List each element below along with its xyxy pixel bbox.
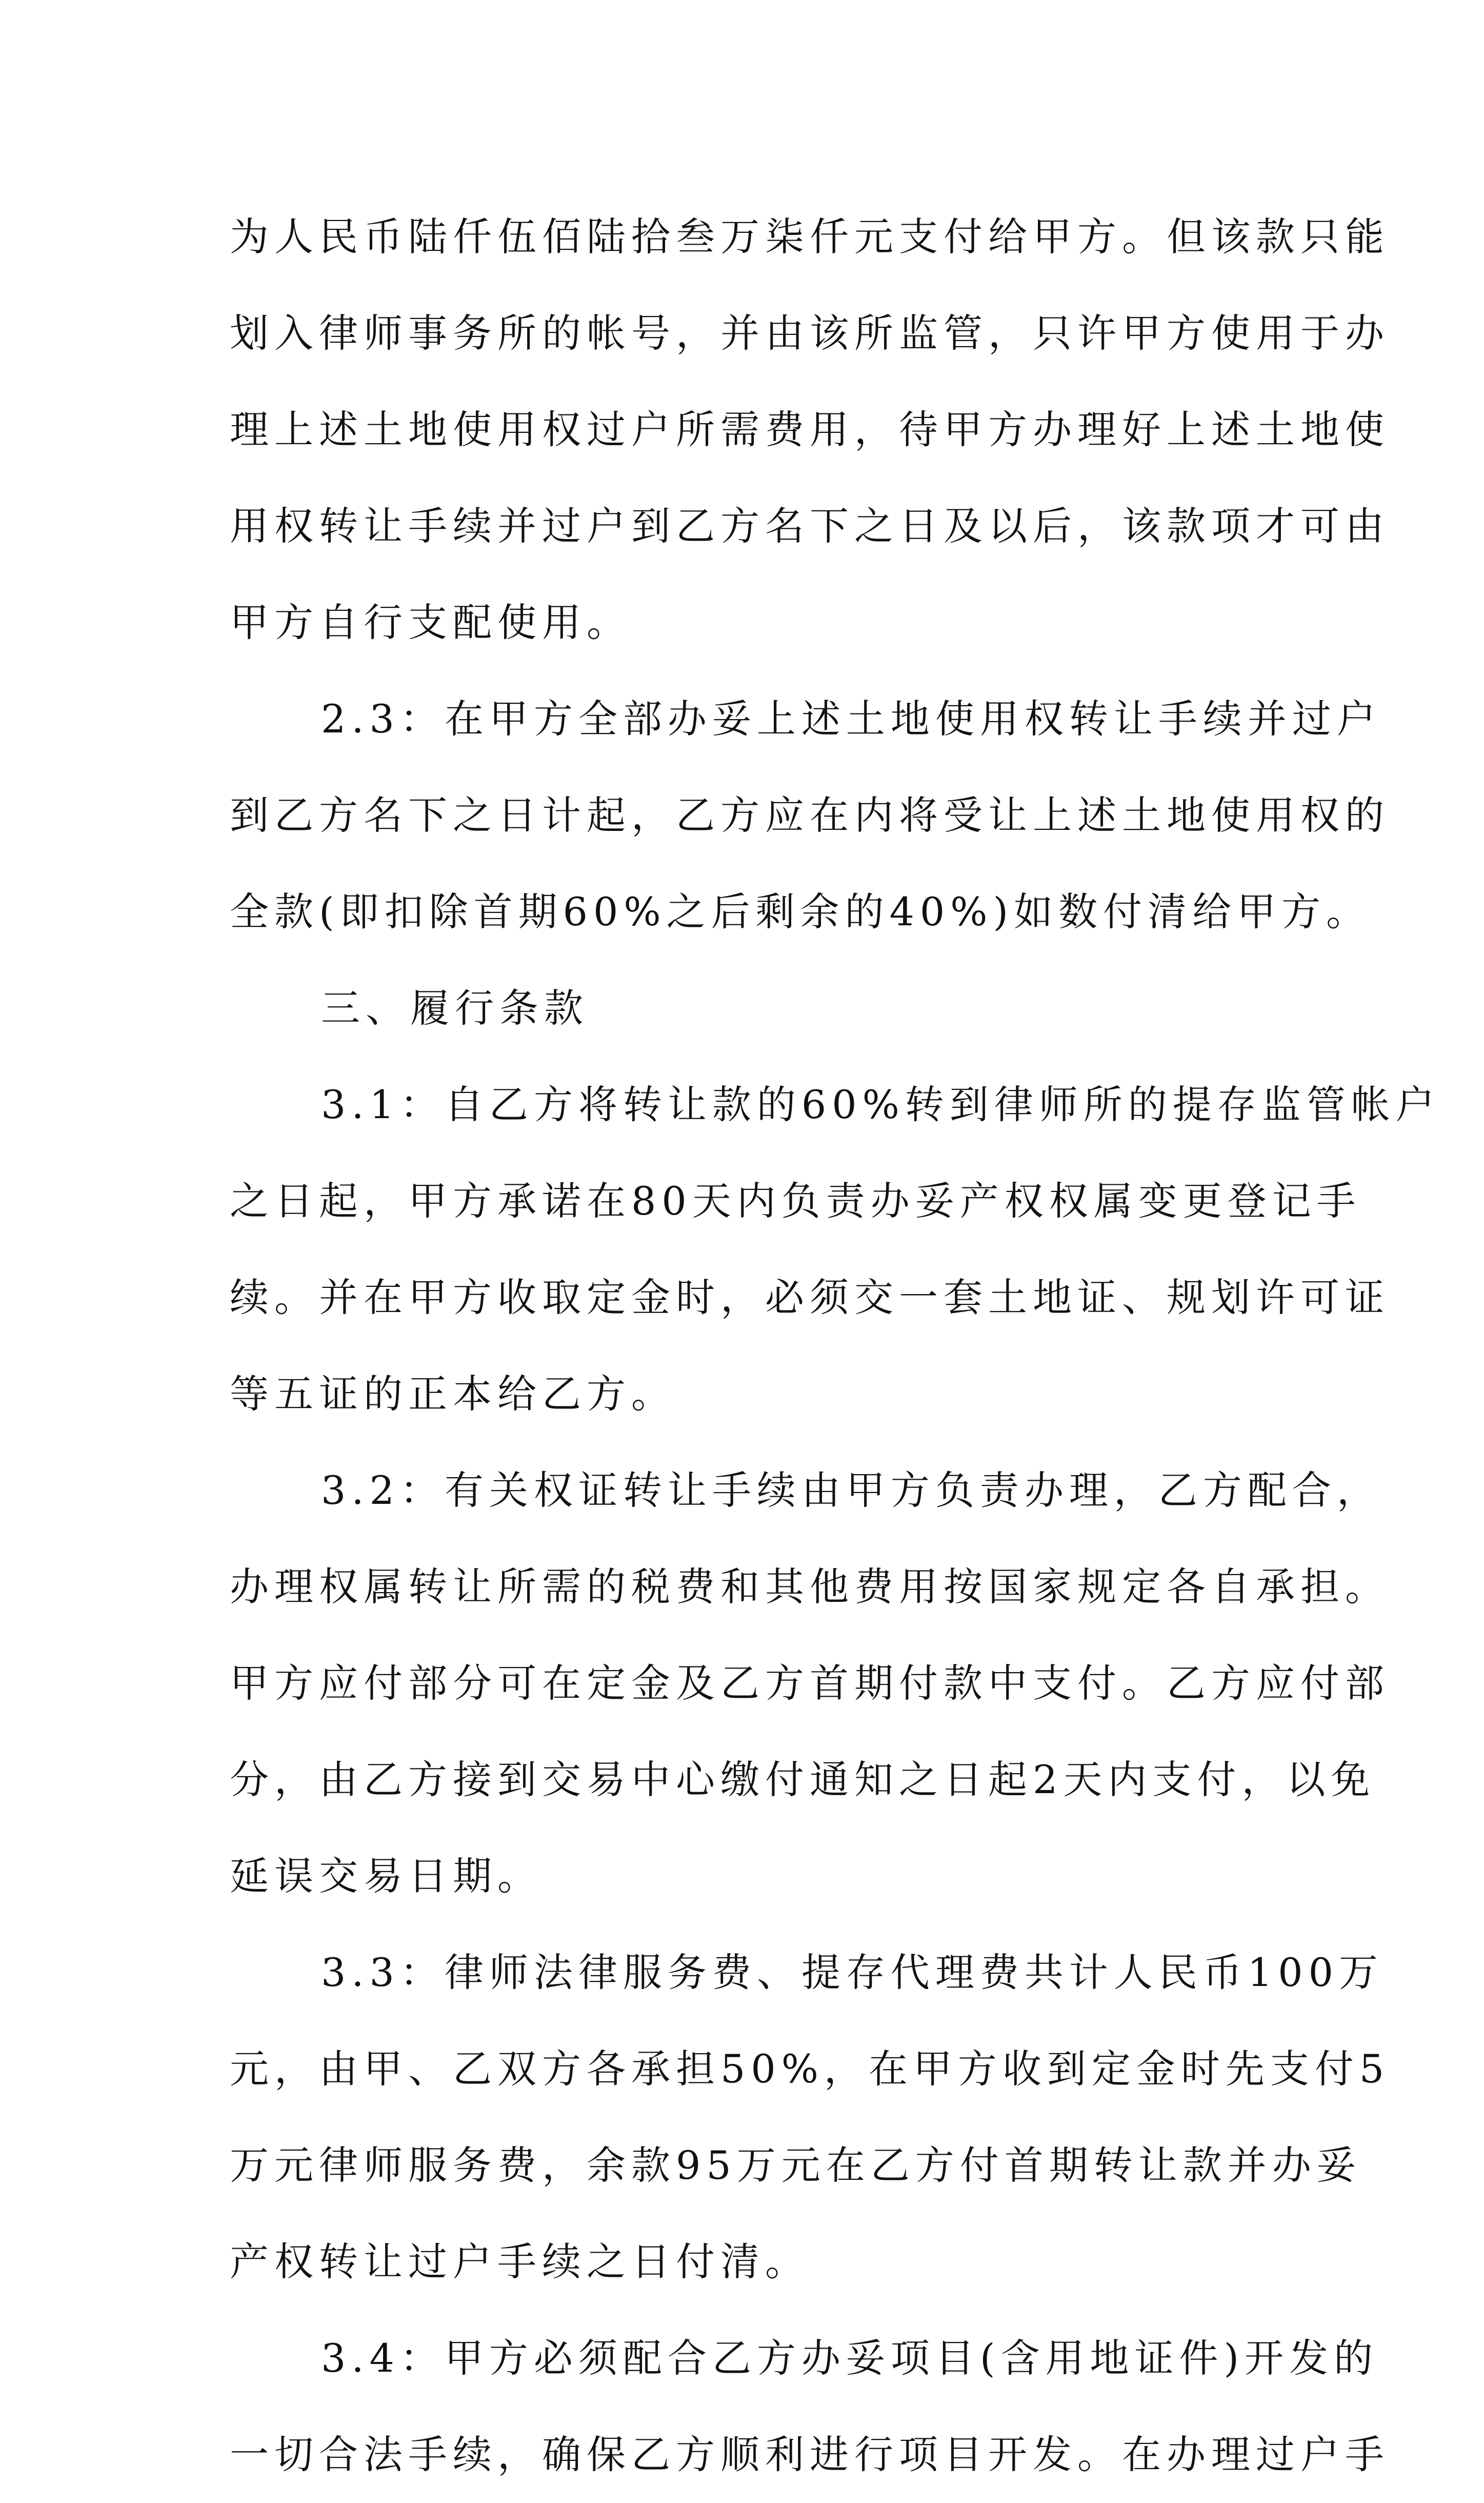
- clause-3-2-heading-line: 3.2：有关权证转让手续由甲方负责办理，乙方配合，: [321, 1467, 1381, 1513]
- text-line: 延误交易日期。: [230, 1853, 542, 1899]
- clause-3-4-heading-line: 3.4：甲方必须配合乙方办妥项目(含用地证件)开发的: [321, 2335, 1379, 2381]
- section-heading-performance-terms: 三、履行条款: [321, 985, 589, 1031]
- clause-2-3-heading-line: 2.3：在甲方全部办妥上述土地使用权转让手续并过户: [321, 696, 1381, 742]
- text-line: 等五证的正本给乙方。: [230, 1371, 676, 1417]
- text-line: 分，由乙方接到交易中心缴付通知之日起2天内支付，以免: [230, 1757, 1376, 1802]
- text-line: 划入律师事务所的帐号，并由该所监管，只许甲方使用于办: [230, 310, 1390, 356]
- text-line: 用权转让手续并过户到乙方名下之日及以后，该款项才可由: [230, 503, 1390, 549]
- text-line: 续。并在甲方收取定金时，必须交一套土地证、规划许可证: [230, 1275, 1390, 1320]
- text-line: 到乙方名下之日计起，乙方应在内将受让上述土地使用权的: [230, 792, 1390, 838]
- text-line: 之日起，甲方承诺在80天内负责办妥产权权属变更登记手: [230, 1178, 1361, 1224]
- text-line: 一切合法手续，确保乙方顺利进行项目开发。在办理过户手: [230, 2432, 1390, 2477]
- text-line: 元，由甲、乙双方各承担50%，在甲方收到定金时先支付5: [230, 2046, 1390, 2092]
- text-line: 办理权属转让所需的税费和其他费用按国家规定各自承担。: [230, 1564, 1390, 1610]
- text-line: 万元律师服务费，余款95万元在乙方付首期转让款并办妥: [230, 2142, 1361, 2188]
- text-line: 甲方应付部分可在定金及乙方首期付款中支付。乙方应付部: [230, 1660, 1390, 1706]
- clause-3-3-heading-line: 3.3：律师法律服务费、提存代理费共计人民币100万: [321, 1950, 1383, 1995]
- text-line: 全款(即扣除首期60%之后剩余的40%)如数付清给甲方。: [230, 889, 1371, 935]
- text-line: 甲方自行支配使用。: [230, 600, 631, 645]
- text-line: 产权转让过户手续之日付清。: [230, 2239, 810, 2285]
- clause-3-1-heading-line: 3.1：自乙方将转让款的60%转到律师所的提存监管帐户: [321, 1082, 1440, 1127]
- text-line: 理上述土地使用权过户所需费用，待甲方办理好上述土地使: [230, 407, 1390, 452]
- document-body: [230, 189, 1440, 2503]
- text-line: 为人民币陆仟伍佰陆拾叁万柒仟元支付给甲方。但该款只能: [230, 214, 1390, 260]
